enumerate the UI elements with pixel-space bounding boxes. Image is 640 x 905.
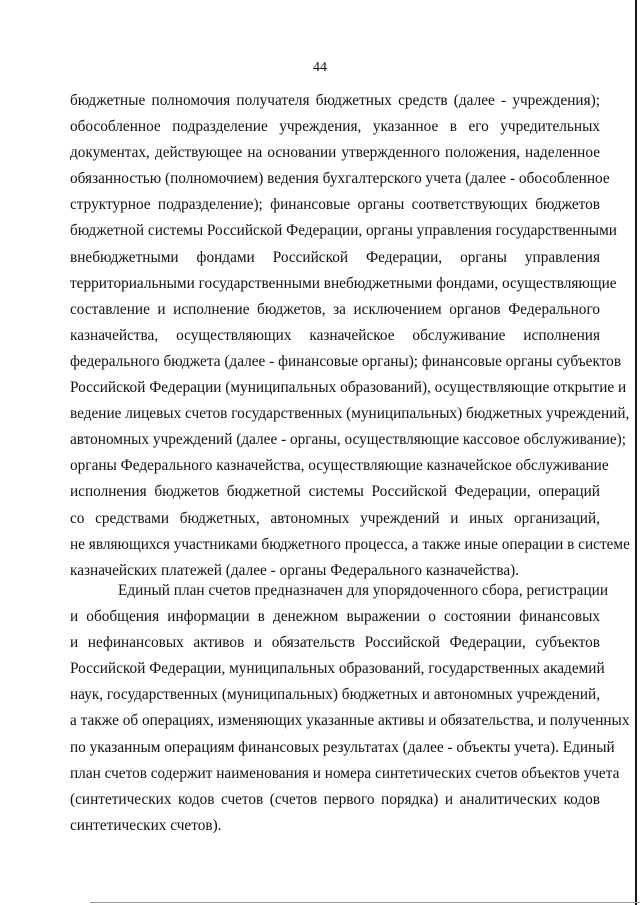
text-line: составление и исполнение бюджетов, за исключением органов Федерального [70, 300, 600, 318]
text-line: казначейских платежей (далее - органы Федерального казначейства). [70, 561, 520, 579]
text-line: документах, действующее на основании утвержденного положения, наделенное [70, 144, 600, 162]
text-line: (синтетических кодов счетов (счетов первого порядка) и аналитических кодов [70, 790, 600, 808]
text-line: территориальными государственными внебюджетными фондами, осуществляющие [70, 274, 617, 292]
text-line: ведение лицевых счетов государственных (муниципальных) бюджетных учреждений, [70, 405, 630, 423]
text-line: и нефинансовых активов и обязательств Российской Федерации, субъектов [70, 634, 600, 652]
scan-edge-right [635, 0, 637, 905]
text-line: автономных учреждений (далее - органы, осуществляющие кассовое обслуживание); [70, 431, 626, 449]
text-line: синтетических счетов). [70, 816, 222, 834]
text-line: план счетов содержит наименования и номера синтетических счетов объектов учета [70, 764, 620, 782]
text-line: структурное подразделение); финансовые органы соответствующих бюджетов [70, 196, 600, 214]
text-line: внебюджетными фондами Российской Федерации, органы управления [70, 248, 600, 266]
text-line: а также об операциях, изменяющих указанные активы и обязательства, и полученных [70, 712, 630, 730]
text-line: исполнения бюджетов бюджетной системы Российской Федерации, операций [70, 483, 600, 501]
text-line: наук, государственных (муниципальных) бюджетных и автономных учреждений, [70, 686, 601, 704]
text-line: обособленное подразделение учреждения, указанное в его учредительных [70, 118, 600, 136]
paragraph-2 [70, 578, 630, 839]
text-line: Российской Федерации, муниципальных образований, государственных академий [70, 660, 605, 678]
paragraph-1 [70, 88, 630, 584]
text-line: по указанным операциям финансовых результатах (далее - объекты учета). Единый [70, 738, 615, 756]
text-line: обязанностью (полномочием) ведения бухгалтерского учета (далее - обособленное [70, 170, 610, 188]
text-line: Единый план счетов предназначен для упорядоченного сбора, регистрации [118, 582, 609, 599]
page-number: 44 [313, 60, 327, 75]
scan-edge-bottom [90, 902, 640, 903]
text-line: бюджетные полномочия получателя бюджетных средств (далее - учреждения); [70, 92, 600, 109]
text-line: казначейства, осуществляющих казначейское обслуживание исполнения [70, 326, 600, 344]
text-line: не являющихся участниками бюджетного процесса, а также иные операции в системе [70, 535, 630, 553]
text-line: со средствами бюджетных, автономных учреждений и иных организаций, [70, 509, 600, 527]
text-line: Российской Федерации (муниципальных образований), осуществляющие открытие и [70, 379, 627, 397]
text-line: органы Федерального казначейства, осуществляющие казначейское обслуживание [70, 457, 609, 475]
text-line: федерального бюджета (далее - финансовые органы); финансовые органы субъектов [70, 352, 622, 370]
text-line: бюджетной системы Российской Федерации, органы управления государственными [70, 222, 617, 240]
text-line: и обобщения информации в денежном выражении о состоянии финансовых [70, 608, 600, 626]
